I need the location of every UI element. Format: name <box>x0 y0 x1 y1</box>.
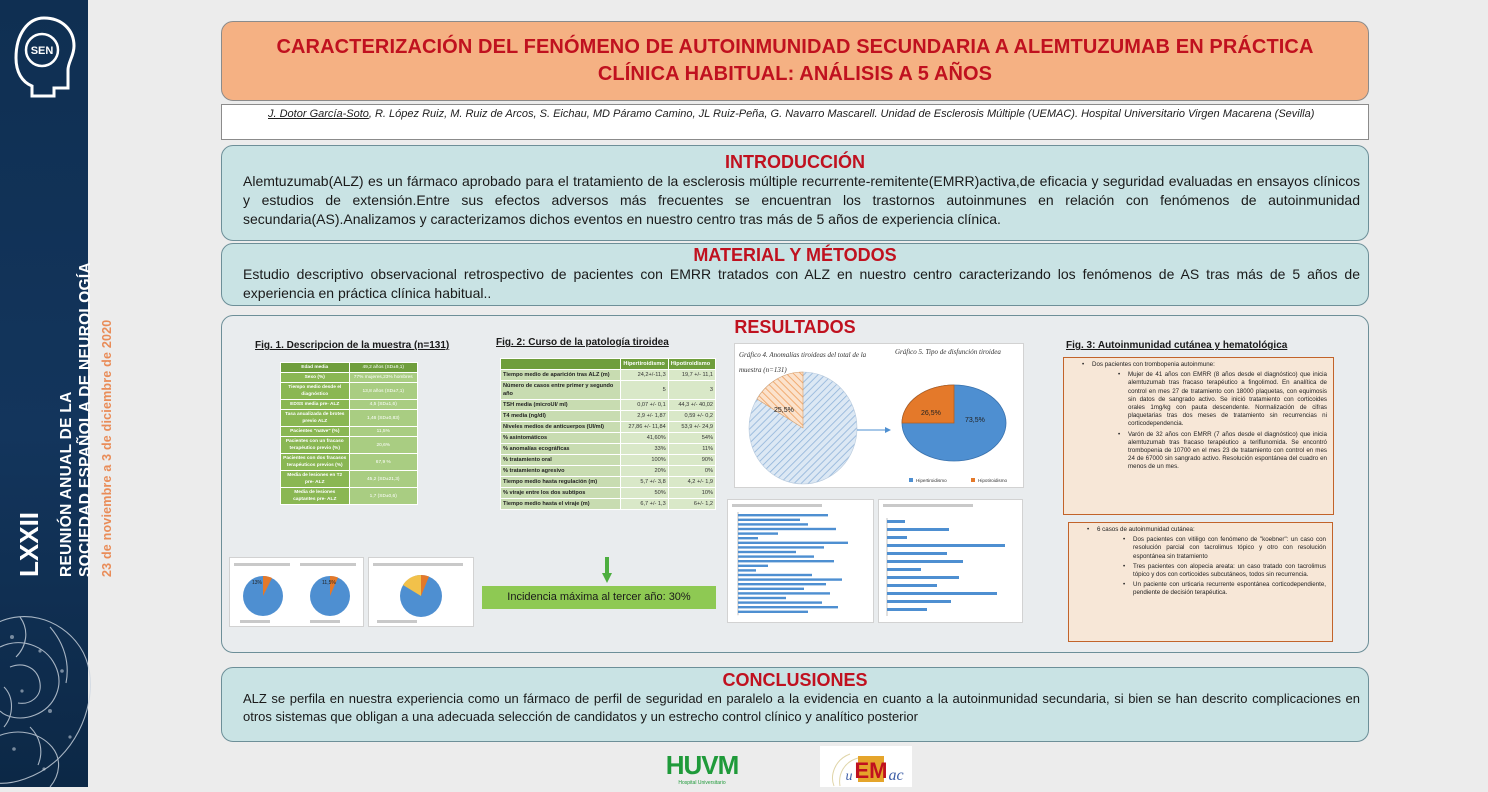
fig2-label: Fig. 2: Curso de la patología tiroidea <box>496 337 669 348</box>
methods-text: Estudio descriptivo observacional retrospectivo de pacientes con EMRR tratados con ALZ en nuestro centro caracterizando los fenómenos de AS tras más de 5 años de experiencia en práctica clínica habitual.. <box>243 266 1360 301</box>
thyroid-charts-card <box>734 343 1024 488</box>
bar <box>887 560 963 563</box>
svg-text:u: u <box>845 769 853 784</box>
fig1-row-value: 67,9 % <box>349 454 418 471</box>
fig2-row-value: 50% <box>621 488 668 499</box>
fig2-row-value: 6,7 +/- 1,3 <box>621 499 668 510</box>
fig1-pie-charts <box>230 558 365 628</box>
huvm-logo <box>656 750 750 786</box>
fig2-row-value: 10% <box>668 488 715 499</box>
fig1-row-label: Media de lesiones en T2 pre- ALZ <box>281 471 350 488</box>
bar <box>738 601 822 603</box>
bar <box>887 584 937 587</box>
bar <box>738 532 778 534</box>
fig2-row-value: 0% <box>668 466 715 477</box>
fig2-row-value: 24,2+/-11,3 <box>621 370 668 381</box>
fig1-table-row <box>281 383 418 400</box>
methods-heading: MATERIAL Y MÉTODOS <box>693 245 897 265</box>
bar <box>887 568 921 571</box>
skin-lead: • 6 casos de autoinmunidad cutánea: <box>1097 526 1332 534</box>
fig2-row-value: 0,07 +/- 0,1 <box>621 400 668 411</box>
bar <box>887 592 997 595</box>
fig2-row-label: % viraje entre los dos subtipos <box>501 488 621 499</box>
fig2-row-label: Tiempo medio hasta regulación (m) <box>501 477 621 488</box>
banner-vertical-text <box>6 197 114 577</box>
banner-line-1: REUNIÓN ANUAL DE LA <box>58 391 75 577</box>
emac-logo <box>820 746 912 787</box>
fig2-table-row <box>501 455 716 466</box>
fig2-row-label: % tratamiento agresivo <box>501 466 621 477</box>
fig2-table-row <box>501 370 716 381</box>
fig2-table <box>500 358 716 510</box>
bar <box>887 544 1005 547</box>
bar <box>887 608 927 611</box>
first-author: J. Dotor García-Soto <box>268 108 369 120</box>
fig1-table-row <box>281 410 418 427</box>
bar <box>887 600 951 603</box>
hematologic-box <box>1063 357 1334 515</box>
bar <box>738 606 838 608</box>
bar <box>738 578 842 580</box>
fig1-row-label: Pacientes "naïve" (%) <box>281 427 350 437</box>
fig1-row-value: 49,2 años (SD±9,1) <box>349 363 418 373</box>
title-box <box>221 21 1369 101</box>
introduction-section <box>221 145 1369 241</box>
hematologic-case: • Mujer de 41 años con EMRR (8 años desde el diagnóstico) que inicia alemtuzumab tras fracaso terapéutico a fingolimod. En analítica de control en mes 27 de tratamiento con 18000 plaquetas, con equimosis sin datos de sangrado activo. Se inició tratamiento con corticoides orales 1mg/kg con pauta descendente. Normalización de cifras plaquetarias tras dos meses de tratamiento sin recurrencias ni corticodependencia. <box>1128 371 1327 428</box>
fig2-row-value: 4,2 +/- 1,9 <box>668 477 715 488</box>
fig2-header-cell: Hipertiroidismo <box>621 359 668 370</box>
fig1-pie-chart-3 <box>369 558 475 628</box>
fig2-row-label: % tratamiento oral <box>501 455 621 466</box>
fig1-table-row <box>281 471 418 488</box>
bar-chart-1 <box>728 500 875 624</box>
fig2-row-value: 6+/- 1,2 <box>668 499 715 510</box>
fig1-row-value: 11,5% <box>349 427 418 437</box>
bar <box>887 520 905 523</box>
fig2-row-label: Tiempo medio hasta el viraje (m) <box>501 499 621 510</box>
authors <box>222 105 1368 122</box>
fig1-row-label: Media de lesiones captantes pre- ALZ <box>281 488 350 505</box>
bar <box>738 574 812 576</box>
bar <box>887 528 949 531</box>
chart4-value: 25,5% <box>774 407 794 414</box>
fig2-row-value: 53,9 +/- 24,9 <box>668 422 715 433</box>
bar <box>738 592 830 594</box>
fig2-row-value: 33% <box>621 444 668 455</box>
hematologic-case: • Varón de 32 años con EMRR (7 años desde el diagnóstico) que inicia alemtuzumab tras fracaso terapéutico a teriflunomida. Se encontró trombopenia de 10700 en el mes 23 de tratamiento con control en mes 24 de 67000 sin sangrado activo. Resolución espontánea del cuadro en menos de un mes. <box>1128 431 1327 472</box>
fig1-pie-chart-3-card <box>368 557 474 627</box>
fig1-pie1-value: 13% <box>252 580 263 586</box>
fig1-table-row <box>281 488 418 505</box>
fig1-row-value: 13,8 años (SD±7,1) <box>349 383 418 400</box>
fig1-row-value: 77% mujeres,23% hombres <box>349 373 418 383</box>
fig2-table-row <box>501 444 716 455</box>
fig2-row-value: 0,59 +/- 0,2 <box>668 411 715 422</box>
fig2-row-value: 5,7 +/- 3,8 <box>621 477 668 488</box>
incidence-box: Incidencia máxima al tercer año: 30% <box>482 586 716 609</box>
conclusions-heading: CONCLUSIONES <box>722 670 868 690</box>
chart4-caption: Gráfico 4. Anomalías tiroideas del total de la muestra (n=131) <box>739 351 867 374</box>
banner-dates: 23 de noviembre a 3 de diciembre de 2020 <box>100 319 114 577</box>
fig2-row-value: 90% <box>668 455 715 466</box>
fig1-row-label: Pacientes con dos fracasos terapéuticos previos (%) <box>281 454 350 471</box>
bar <box>738 560 834 562</box>
fig2-table-row <box>501 466 716 477</box>
results-heading: RESULTADOS <box>734 317 856 337</box>
fig2-row-value: 100% <box>621 455 668 466</box>
fig1-row-value: 20,6% <box>349 437 418 454</box>
arrow-down-icon <box>602 557 612 583</box>
fig1-row-label: EDSS media pre- ALZ <box>281 400 350 410</box>
fig2-header-cell <box>501 359 621 370</box>
fig2-row-value: 3 <box>668 381 715 400</box>
fig2-table-row <box>501 422 716 433</box>
bar <box>738 588 804 590</box>
bar <box>887 536 907 539</box>
edition-number: LXXII <box>14 511 44 577</box>
bar <box>738 528 836 530</box>
banner-line-2: SOCIEDAD ESPAÑOLA DE NEUROLOGÍA <box>77 261 94 577</box>
bar <box>738 514 828 516</box>
bar <box>738 523 808 525</box>
skin-case: • Un paciente con urticaria recurrente espontánea corticodependiente, pendiente de decisión terapéutica. <box>1133 581 1326 597</box>
chart5-value-b: 73,5% <box>965 417 985 424</box>
fig2-table-row <box>501 400 716 411</box>
svg-text:SEN: SEN <box>30 45 54 57</box>
fig1-row-value: 1,46 (SD±0,83) <box>349 410 418 427</box>
bar <box>738 542 848 544</box>
bar-chart-1-card <box>727 499 874 623</box>
fig2-header-row <box>501 359 716 370</box>
skin-case: • Dos pacientes con vitiligo con fenómeno de "koebner": un caso con resolución parcial con tacrolimus tópico y otro con resolución espontánea sin tratamiento <box>1133 536 1326 561</box>
fig2-row-label: Número de casos entre primer y segundo año <box>501 381 621 400</box>
fig1-row-value: 4,5 (SD±1,6) <box>349 400 418 410</box>
fig1-row-label: Edad media <box>281 363 350 373</box>
left-banner <box>0 0 114 787</box>
fig2-row-value: 41,60% <box>621 433 668 444</box>
bar-chart-2 <box>879 500 1024 624</box>
fig2-row-value: 44,3 +/- 40,02 <box>668 400 715 411</box>
fig2-row-value: 2,9 +/- 1,87 <box>621 411 668 422</box>
fig1-row-value: 1,7 (SD±0,6) <box>349 488 418 505</box>
brain-illustration <box>0 587 88 787</box>
fig2-table-row <box>501 488 716 499</box>
svg-text:EM: EM <box>854 758 888 783</box>
fig2-row-label: Tiempo medio de aparición tras ALZ (m) <box>501 370 621 381</box>
bar <box>887 552 947 555</box>
bar <box>738 546 824 548</box>
hematologic-lead: • Dos pacientes con trombopenia autoinmune: <box>1092 361 1333 369</box>
fig2-row-value: 19,7 +/- 11,1 <box>668 370 715 381</box>
fig2-row-value: 54% <box>668 433 715 444</box>
fig2-table-row <box>501 499 716 510</box>
bar <box>738 583 826 585</box>
fig2-table-row <box>501 381 716 400</box>
chart5-caption: Gráfico 5. Tipo de disfunción tiroidea <box>895 348 1001 356</box>
bar <box>738 555 814 557</box>
fig2-table-row <box>501 411 716 422</box>
fig1-table-row <box>281 400 418 410</box>
bar <box>738 565 768 567</box>
fig3-label: Fig. 3: Autoinmunidad cutánea y hematológica <box>1066 340 1288 351</box>
conclusions-text: ALZ se perfila en nuestra experiencia como un fármaco de perfil de seguridad en paralelo a la evidencia en cuanto a la autoinmunidad secundaria, si bien se han descrito complicaciones en otros sistemas que obligan a una adecuada selección de candidatos y un estrecho control clínico y analítico posterior <box>243 691 1360 724</box>
fig2-row-label: % anomalías ecográficas <box>501 444 621 455</box>
fig1-label: Fig. 1. Descripcion de la muestra (n=131) <box>255 340 450 351</box>
bar <box>738 537 758 539</box>
introduction-heading: INTRODUCCIÓN <box>725 152 865 172</box>
fig1-row-label: Tiempo medio desde el diagnóstico <box>281 383 350 400</box>
fig1-table-row <box>281 437 418 454</box>
skin-box <box>1068 522 1333 642</box>
fig1-table-row <box>281 454 418 471</box>
bar <box>887 576 959 579</box>
co-authors: , R. López Ruiz, M. Ruiz de Arcos, S. Eichau, MD Páramo Camino, JL Ruiz-Peña, G. Navarro Mascarell. Unidad de Esclerosis Múltiple (UEMAC). Hospital Universitario Virgen Macarena (Sevilla) <box>368 108 1315 120</box>
svg-text:HUVM: HUVM <box>665 750 739 780</box>
fig2-row-label: TSH media (microUI/ ml) <box>501 400 621 411</box>
thyroid-pie-charts <box>735 344 1025 489</box>
fig2-row-label: % asintomáticos <box>501 433 621 444</box>
chart5-legend-b: Hipotiroidismo <box>978 478 1008 483</box>
svg-text:ac: ac <box>888 767 904 784</box>
fig2-row-label: Niveles medios de anticuerpos (UI/ml) <box>501 422 621 433</box>
fig1-table <box>280 362 418 505</box>
fig1-table-row <box>281 373 418 383</box>
fig2-table-row <box>501 433 716 444</box>
introduction-text: Alemtuzumab(ALZ) es un fármaco aprobado para el tratamiento de la esclerosis múltiple recurrente-remitente(EMRR)activa,de eficacia y seguridad evaluadas en ensayos clínicos y estudios de extensión.Entre sus efectos adversos más frecuentes se encuentran los trastornos autoinmunes en relación con fenómenos de autoinmunidad secundaria(AS).Analizamos y caracterizamos dichos eventos en nuestro centro tras más de 5 años de experiencia clínica. <box>243 173 1360 227</box>
fig2-row-value: 11% <box>668 444 715 455</box>
sen-logo <box>10 12 78 100</box>
fig1-row-value: 45,2 (SD±21,3) <box>349 471 418 488</box>
poster-title: CARACTERIZACIÓN DEL FENÓMENO DE AUTOINMUNIDAD SECUNDARIA A ALEMTUZUMAB EN PRÁCTICA CLÍNICA HABITUAL: ANÁLISIS A 5 AÑOS <box>276 36 1314 85</box>
methods-section <box>221 243 1369 306</box>
bar <box>738 569 756 571</box>
conclusions-section <box>221 667 1369 742</box>
skin-case: • Tres pacientes con alopecia areata: un caso tratado con tacrolimus tópico y dos con corticoides subcutáneos, todos sin recurrencia. <box>1133 563 1326 579</box>
bar-chart-2-card <box>878 499 1023 623</box>
fig1-pie2-value: 11,5% <box>322 580 336 586</box>
fig1-row-label: Pacientes con un fracaso terapéutico previo (%) <box>281 437 350 454</box>
authors-box <box>221 104 1369 140</box>
fig1-row-label: Tasa anualizada de brotes previo ALZ <box>281 410 350 427</box>
fig2-row-value: 27,86 +/- 11,84 <box>621 422 668 433</box>
fig2-header-cell: Hipotiroidismo <box>668 359 715 370</box>
chart5-value-a: 26,5% <box>921 410 941 417</box>
fig2-row-value: 20% <box>621 466 668 477</box>
fig1-pie-charts-card <box>229 557 364 627</box>
bar <box>738 551 796 553</box>
fig1-table-row <box>281 363 418 373</box>
bar <box>738 611 808 613</box>
fig2-table-row <box>501 477 716 488</box>
fig2-row-value: 5 <box>621 381 668 400</box>
fig1-row-label: Sexo (%) <box>281 373 350 383</box>
chart5-legend-a: Hipertiroidismo <box>916 478 947 483</box>
svg-text:Hospital Universitario: Hospital Universitario <box>678 780 726 786</box>
fig2-row-label: T4 media (ng/dl) <box>501 411 621 422</box>
bar <box>738 597 786 599</box>
bar <box>738 519 800 521</box>
fig1-table-row <box>281 427 418 437</box>
